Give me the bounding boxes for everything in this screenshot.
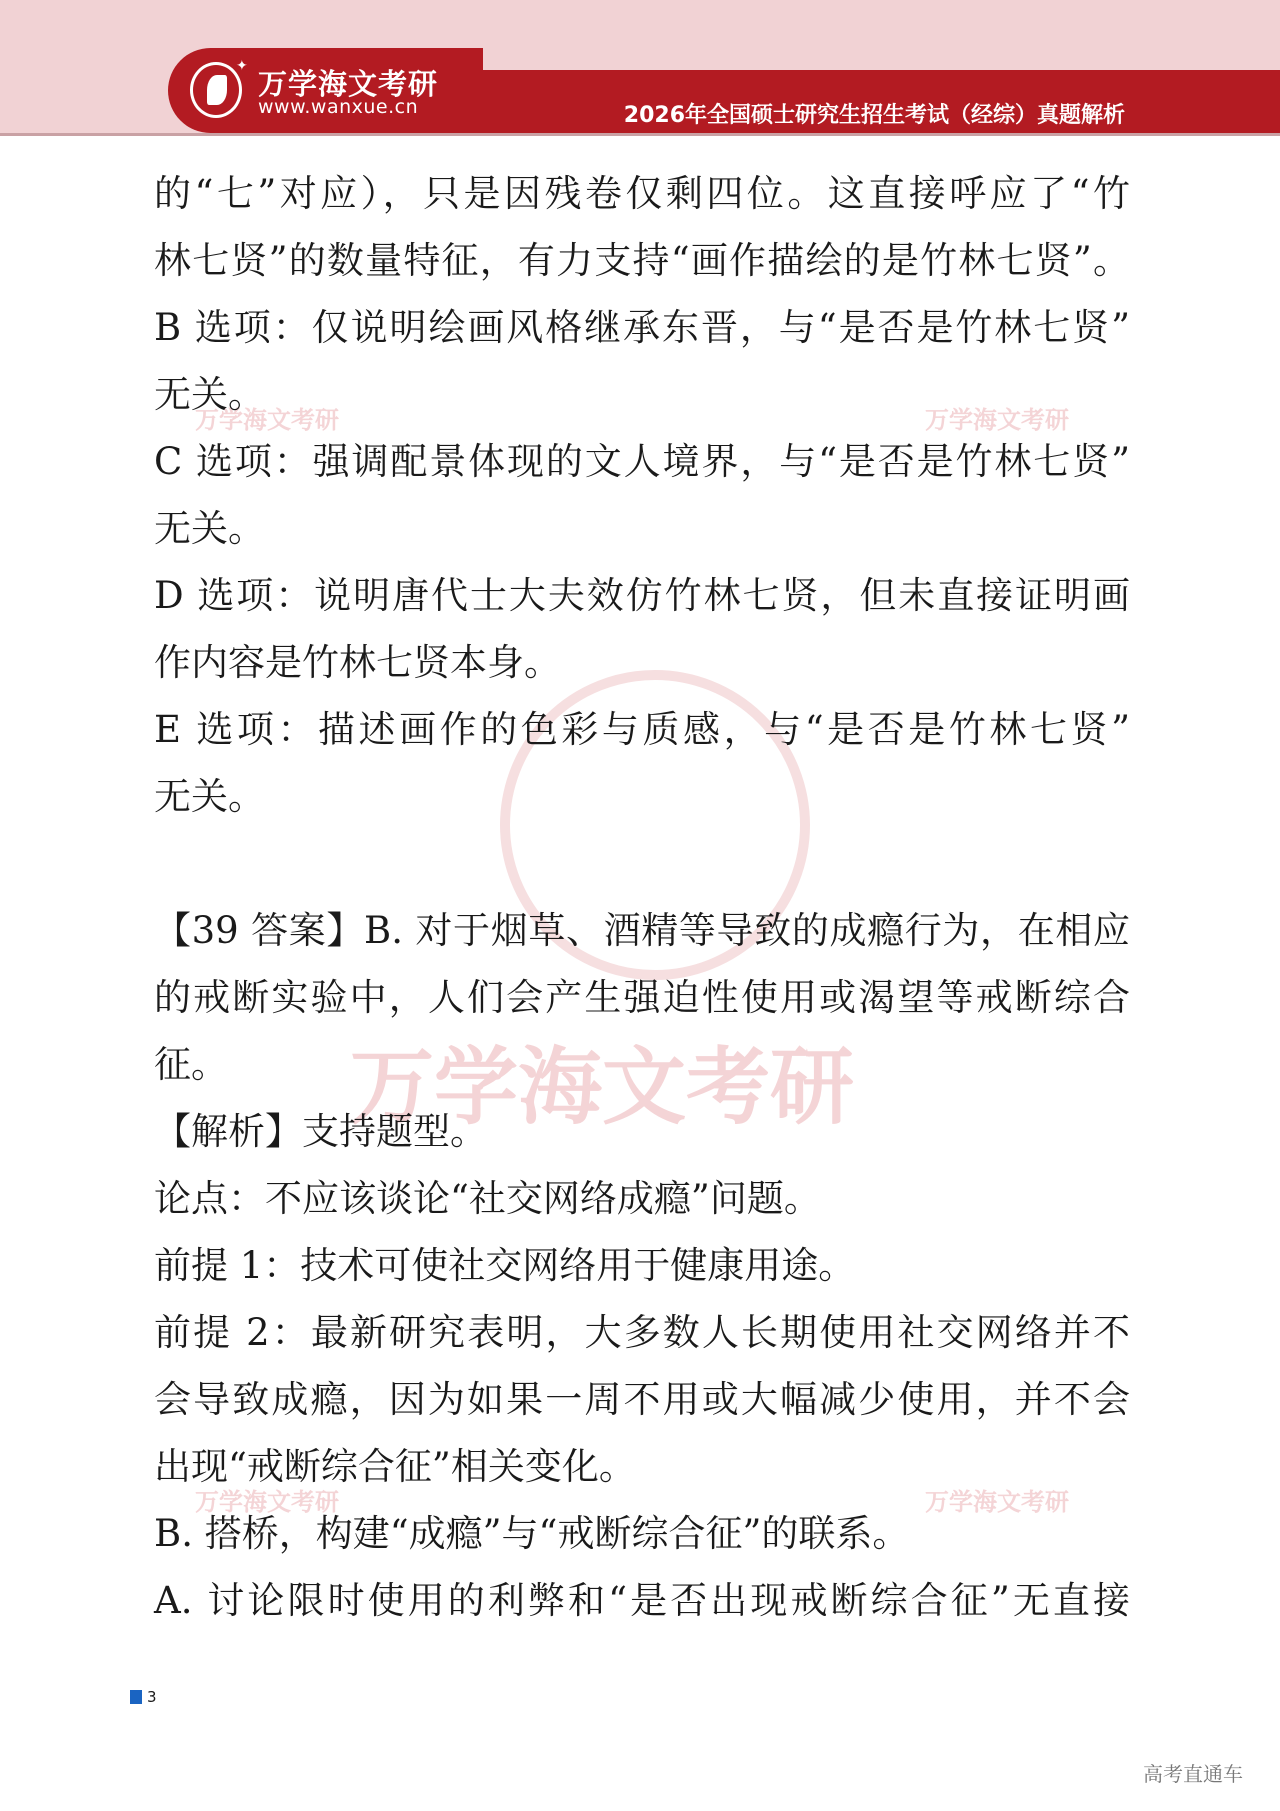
text-line: E 选项：描述画作的色彩与质感，与“是否是竹林七贤” — [154, 708, 1130, 751]
text-line: 前提 1：技术可使社交网络用于健康用途。 — [154, 1244, 856, 1287]
text-line: 论点：不应该谈论“社交网络成瘾”问题。 — [154, 1177, 821, 1220]
text-line: B. 搭桥，构建“成瘾”与“戒断综合征”的联系。 — [154, 1512, 910, 1555]
text-line: 林七贤”的数量特征，有力支持“画作描绘的是竹林七贤”。 — [154, 239, 1130, 282]
text-line: 无关。 — [154, 775, 265, 818]
brand-logo-icon — [190, 62, 242, 118]
text-line: D 选项：说明唐代士大夫效仿竹林七贤，但未直接证明画 — [154, 574, 1130, 617]
watermark-text: 万学海文考研 — [925, 1488, 1069, 1516]
star-icon: ✦ — [236, 58, 248, 74]
text-line: 无关。 — [154, 507, 265, 550]
text-line: 会导致成瘾，因为如果一周不用或大幅减少使用，并不会 — [154, 1378, 1130, 1421]
text-line: C 选项：强调配景体现的文人境界，与“是否是竹林七贤” — [154, 440, 1130, 483]
watermark-text: 万学海文考研 — [925, 406, 1069, 434]
brand-url: www.wanxue.cn — [258, 96, 419, 118]
watermark-text: 万学海文考研 — [195, 1488, 339, 1516]
answer-line: 【39 答案】B. 对于烟草、酒精等导致的成瘾行为，在相应 — [154, 909, 1130, 952]
text-line: 征。 — [154, 1043, 228, 1086]
text-line: 无关。 — [154, 373, 265, 416]
page-number — [130, 1688, 157, 1706]
watermark-text: 万学海文考研 — [195, 406, 339, 434]
page-number-text: 3 — [147, 1688, 157, 1706]
footer-brand: 高考直通车 — [1143, 1762, 1243, 1786]
analysis-heading: 【解析】支持题型。 — [154, 1110, 487, 1153]
text-line: 作内容是竹林七贤本身。 — [154, 641, 561, 684]
watermark-text: 万学海文考研 — [350, 1038, 855, 1136]
text-line: 的戒断实验中，人们会产生强迫性使用或渴望等戒断综合 — [154, 976, 1130, 1019]
text-line: 出现“戒断综合征”相关变化。 — [154, 1445, 636, 1488]
brand-name: 万学海文考研 — [258, 67, 439, 101]
text-line: B 选项：仅说明绘画风格继承东晋，与“是否是竹林七贤” — [154, 306, 1130, 349]
text-line: 前提 2：最新研究表明，大多数人长期使用社交网络并不 — [154, 1311, 1130, 1354]
document-title: 2026年全国硕士研究生招生考试（经综）真题解析 — [623, 103, 1125, 128]
page-marker-icon — [130, 1690, 142, 1704]
header-divider — [0, 133, 1280, 136]
text-line: 的“七”对应），只是因残卷仅剩四位。这直接呼应了“竹 — [154, 172, 1130, 215]
text-line: A. 讨论限时使用的利弊和“是否出现戒断综合征”无直接 — [154, 1579, 1130, 1622]
document-body — [154, 160, 1130, 1634]
